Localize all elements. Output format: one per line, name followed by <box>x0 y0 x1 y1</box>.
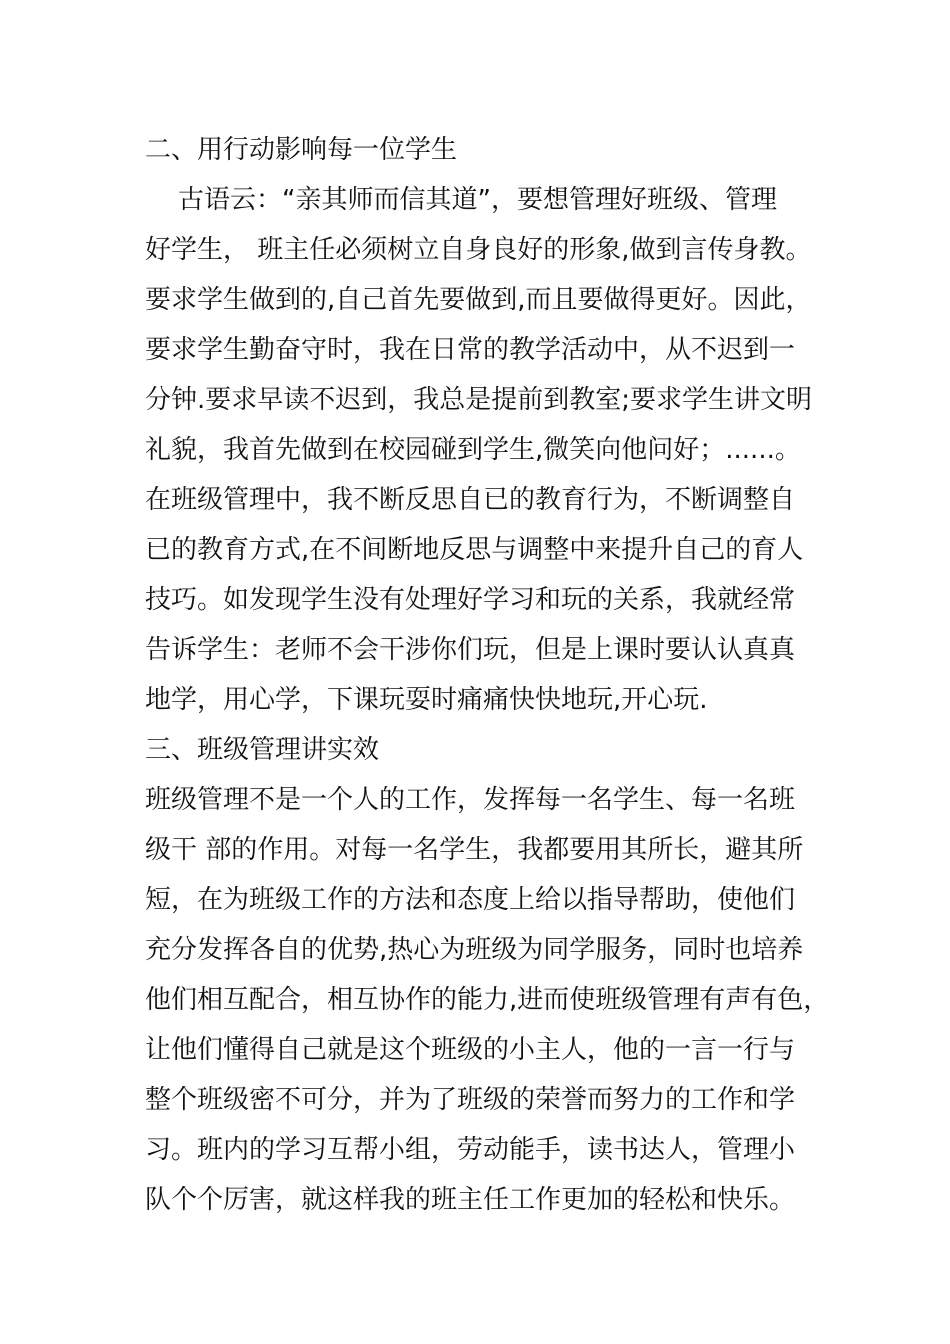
section-heading-2: 二、用行动影响每一位学生 <box>145 135 458 165</box>
paragraph-line: 他们相互配合，相互协作的能力,进而使班级管理有声有色， <box>145 985 830 1015</box>
paragraph-line: 告诉学生：老师不会干涉你们玩，但是上课时要认认真真 <box>145 635 796 665</box>
paragraph-line: 在班级管理中，我不断反思自已的教育行为，不断调整自 <box>145 485 796 515</box>
paragraph-line: 短，在为班级工作的方法和态度上给以指导帮助，使他们 <box>145 885 796 915</box>
paragraph-line: 整个班级密不可分，并为了班级的荣誉而努力的工作和学 <box>145 1085 796 1115</box>
paragraph-line: 让他们懂得自己就是这个班级的小主人，他的一言一行与 <box>145 1035 796 1065</box>
paragraph-line: 要求学生勤奋守时，我在日常的教学活动中，从不迟到一 <box>145 335 796 365</box>
paragraph-line: 地学，用心学，下课玩耍时痛痛快快地玩,开心玩. <box>145 685 708 715</box>
paragraph-line: 充分发挥各自的优势,热心为班级为同学服务，同时也培养 <box>145 935 804 965</box>
paragraph-line: 级干 部的作用。对每一名学生，我都要用其所长，避其所 <box>145 835 804 865</box>
section-heading-3: 三、班级管理讲实效 <box>145 735 380 765</box>
paragraph-line: 班级管理不是一个人的工作，发挥每一名学生、每一名班 <box>145 785 796 815</box>
paragraph-line: 好学生， 班主任必须树立自身良好的形象,做到言传身教。 <box>145 235 812 265</box>
paragraph-line: 分钟.要求早读不迟到，我总是提前到教室;要求学生讲文明 <box>145 385 813 415</box>
paragraph-line: 礼貌，我首先做到在校园碰到学生,微笑向他问好；......。 <box>145 435 801 465</box>
paragraph-line: 已的教育方式,在不间断地反思与调整中来提升自己的育人 <box>145 535 804 565</box>
paragraph-line: 古语云：“亲其师而信其道”，要想管理好班级、管理 <box>178 185 777 215</box>
paragraph-line: 技巧。如发现学生没有处理好学习和玩的关系，我就经常 <box>145 585 796 615</box>
paragraph-line: 队个个厉害，就这样我的班主任工作更加的轻松和快乐。 <box>145 1185 796 1215</box>
paragraph-line: 习。班内的学习互帮小组，劳动能手，读书达人，管理小 <box>145 1135 796 1165</box>
paragraph-line: 要求学生做到的,自己首先要做到,而且要做得更好。因此， <box>145 285 812 315</box>
